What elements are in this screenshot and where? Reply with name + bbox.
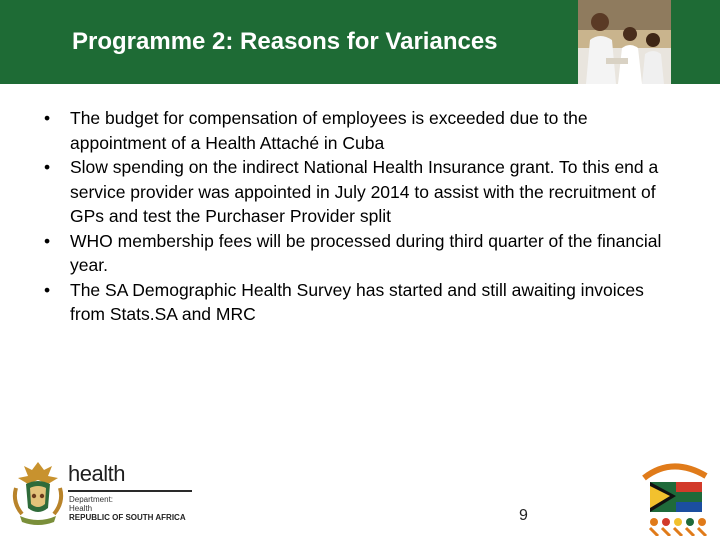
slide-title: Programme 2: Reasons for Variances <box>72 28 498 55</box>
bullet-marker: • <box>44 108 51 128</box>
bullet-item <box>40 106 680 155</box>
bullet-item <box>40 229 680 278</box>
dept-name: Health <box>69 504 93 513</box>
bullet-item <box>40 278 680 327</box>
page-number: 9 <box>519 507 528 524</box>
bullet-marker: • <box>44 230 51 251</box>
country-name: REPUBLIC OF SOUTH AFRICA <box>69 513 186 522</box>
coat-of-arms-icon <box>8 458 68 528</box>
bullet-marker: • <box>44 157 51 177</box>
bullet-text: Slow spending on the indirect National Health Insurance grant. To this end a service provider was appointed in July 2014 to assist with the recruitment of GPs and test the Purchaser Provider split <box>70 157 659 226</box>
bullet-text: The SA Demographic Health Survey has started and still awaiting invoices from Stats.SA and MRC <box>70 279 644 324</box>
dept-label: Department: <box>69 495 114 504</box>
20-years-badge-icon <box>636 456 714 536</box>
bullet-text: WHO membership fees will be processed during third quarter of the financial year. <box>70 230 662 275</box>
bullet-list <box>40 106 680 327</box>
bullet-text: The budget for compensation of employees is exceeded due to the appointment of a Health Attaché in Cuba <box>70 108 588 153</box>
health-wordmark: health <box>68 461 125 486</box>
header-photo <box>578 0 671 84</box>
title-bar <box>0 0 720 84</box>
logo-divider <box>68 490 192 492</box>
bullet-item <box>40 155 680 229</box>
bullet-marker: • <box>44 279 51 300</box>
